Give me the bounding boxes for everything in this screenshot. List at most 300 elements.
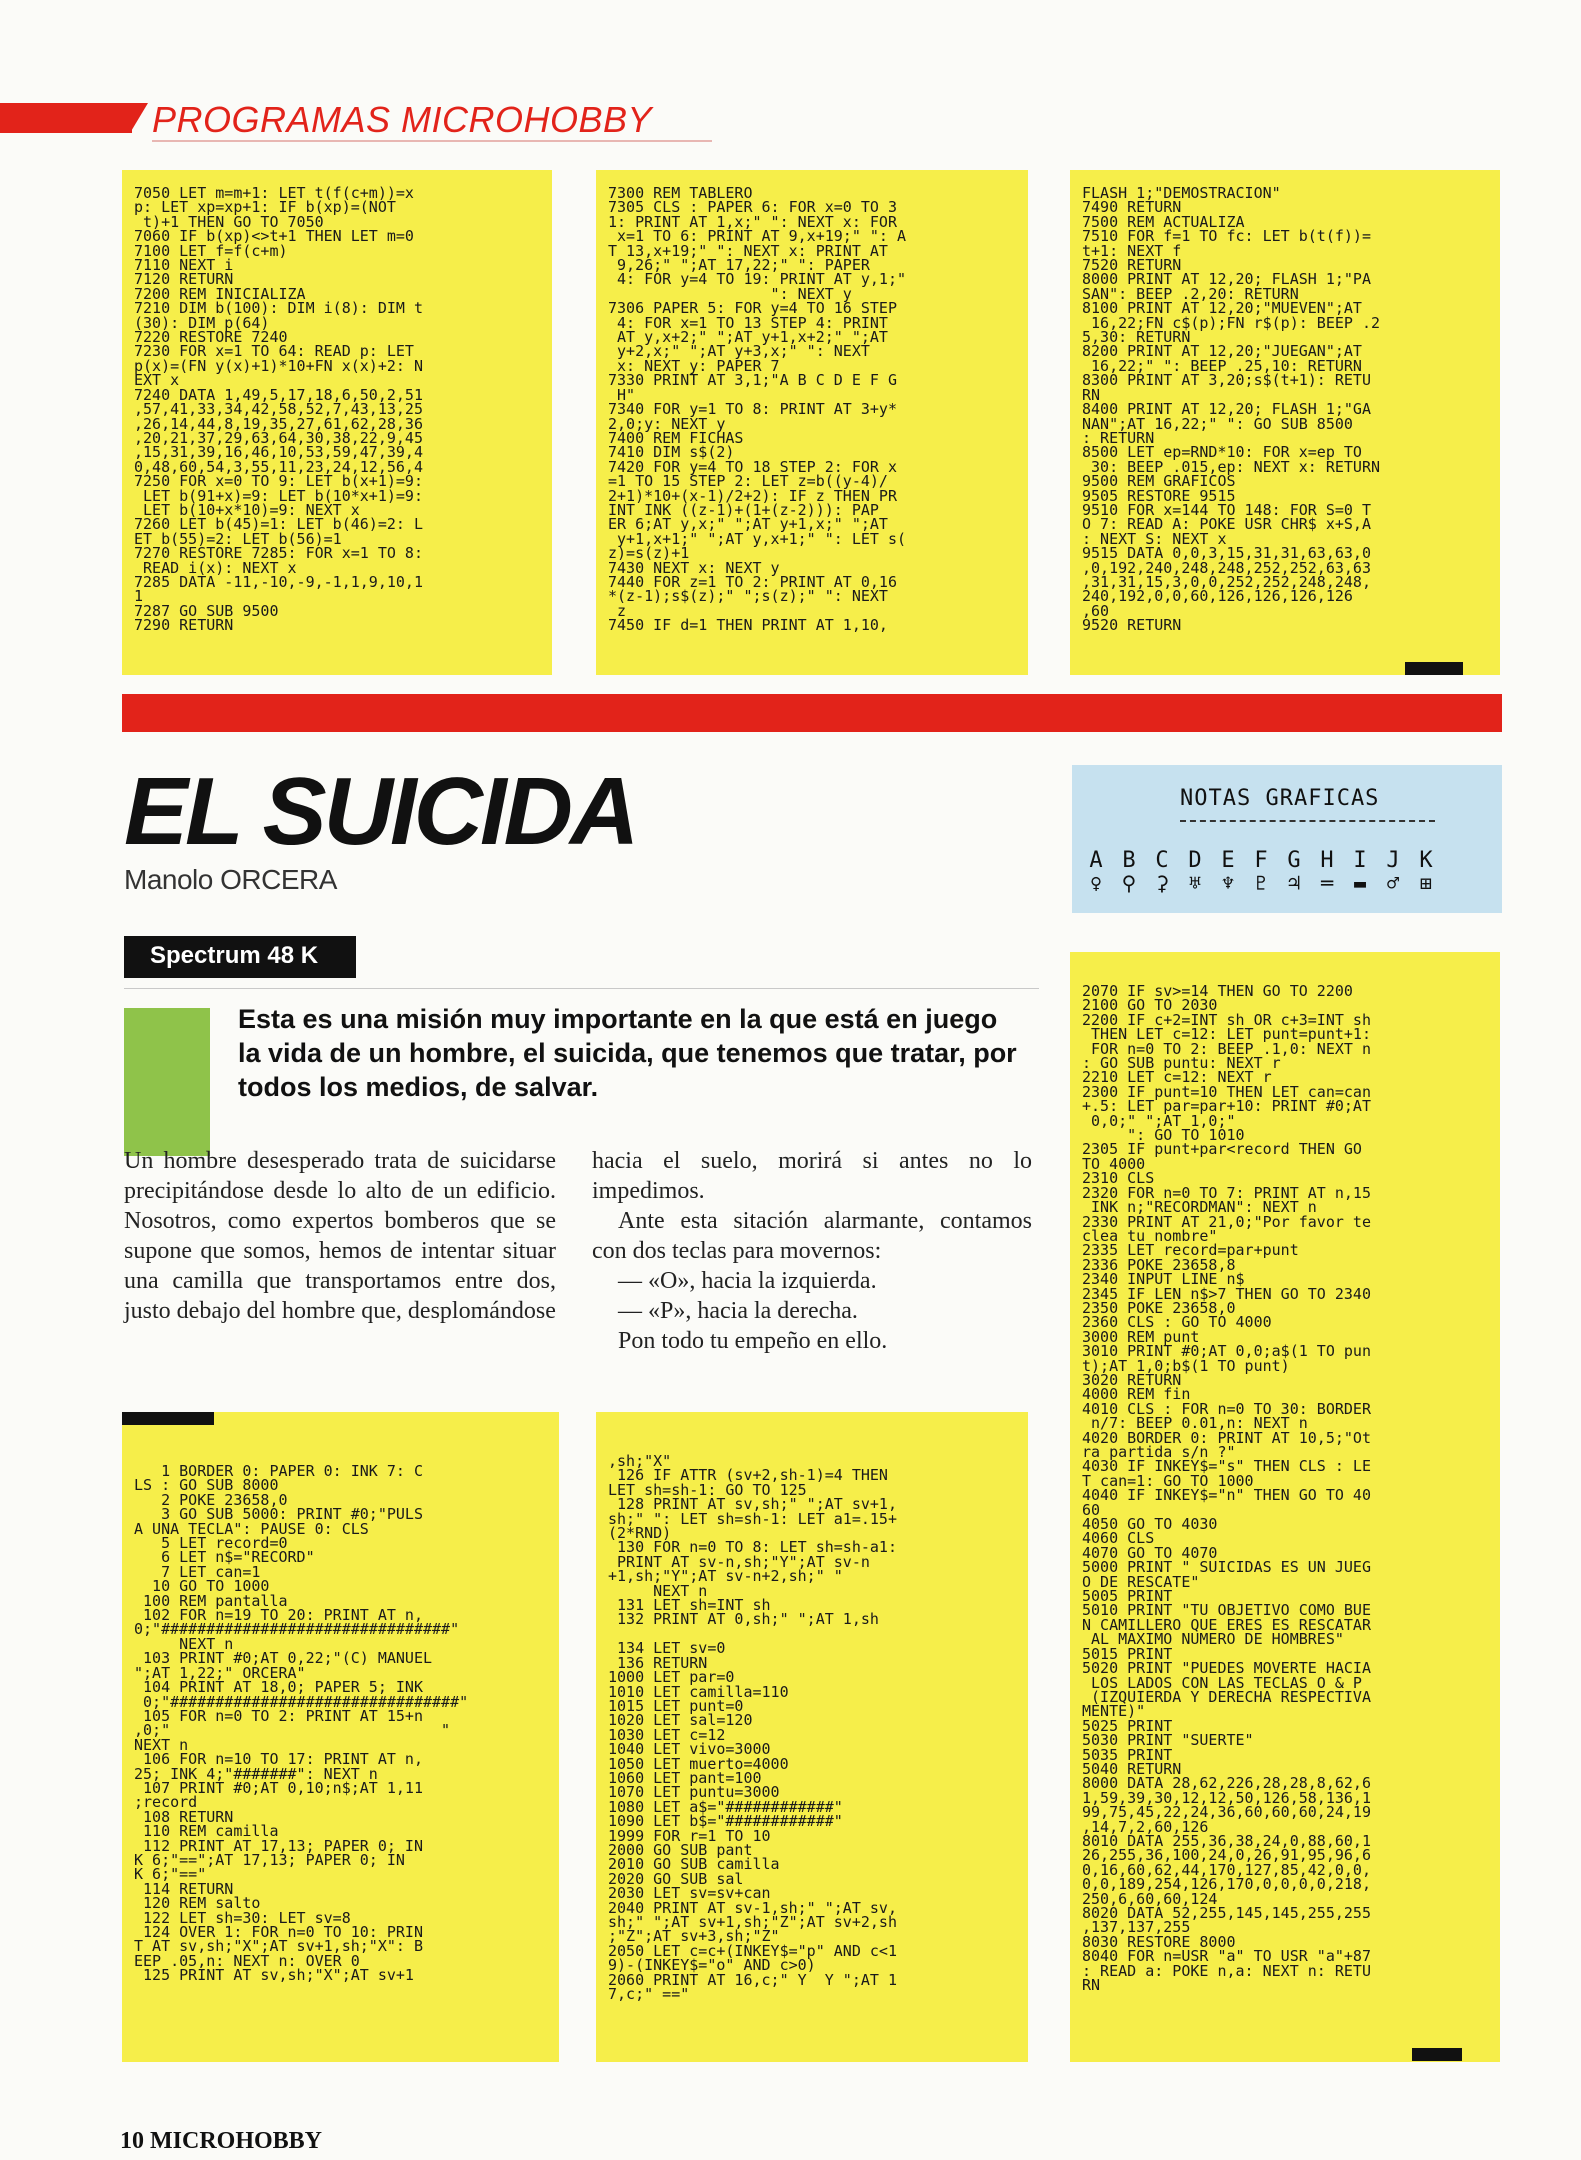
code-line: 1040 LET vivo=3000 bbox=[608, 1740, 771, 1759]
listing-bottom-right bbox=[1070, 952, 1500, 2062]
code-line: 1070 LET puntu=3000 bbox=[608, 1783, 780, 1802]
code-line: 4: FOR x=1 TO 13 STEP 4: PRINT bbox=[608, 313, 888, 332]
code-line: 3 GO SUB 5000: PRINT #0;"PULS bbox=[134, 1505, 423, 1524]
code-line: 0;"################################" bbox=[134, 1620, 460, 1639]
code-line: 2335 LET record=par+punt bbox=[1082, 1241, 1299, 1260]
code-line: 102 FOR n=19 TO 20: PRINT AT n, bbox=[134, 1606, 423, 1625]
code-line: 126 IF ATTR (sv+2,sh-1)=4 THEN bbox=[608, 1466, 888, 1485]
code-line: 7060 IF b(xp)<>t+1 THEN LET m=0 bbox=[134, 227, 414, 246]
glyph-letter: E bbox=[1221, 848, 1235, 873]
code-line: 5040 RETURN bbox=[1082, 1759, 1182, 1778]
code-line: 25; INK 4;"#######": NEXT n bbox=[134, 1764, 378, 1783]
article-title: EL SUICIDA bbox=[124, 758, 637, 865]
code-line: 7 LET can=1 bbox=[134, 1562, 261, 1581]
code-line: 7110 NEXT i bbox=[134, 256, 234, 275]
code-line: 8500 LET ep=RND*10: FOR x=ep TO bbox=[1082, 443, 1362, 462]
code-line: 4020 BORDER 0: PRINT AT 10,5;"Ot bbox=[1082, 1428, 1371, 1447]
listing-top-left bbox=[122, 170, 552, 675]
code-line: NEXT n bbox=[134, 1634, 234, 1653]
glyph-e bbox=[1214, 850, 1242, 894]
code-line: ,15,31,39,16,46,10,53,59,47,39,4 bbox=[134, 443, 423, 462]
code-line: ": NEXT y bbox=[608, 284, 852, 303]
code-line: 7200 REM INICIALIZA bbox=[134, 284, 306, 303]
code-line: 1999 FOR r=1 TO 10 bbox=[608, 1826, 771, 1845]
code-line: 7290 RETURN bbox=[134, 616, 234, 635]
code-line: 2070 IF sv>=14 THEN GO TO 2200 bbox=[1082, 982, 1353, 1000]
code-line: z bbox=[608, 601, 627, 620]
code-line: NEXT n bbox=[608, 1581, 708, 1600]
listing-bottom-middle bbox=[596, 1412, 1028, 2062]
code-line: 0,0;" ";AT 1,0;" bbox=[1082, 1111, 1236, 1130]
code-line: O 7: READ A: POKE USR CHR$ x+S,A bbox=[1082, 515, 1371, 534]
code-line: 128 PRINT AT sv,sh;" ";AT sv+1, bbox=[608, 1495, 897, 1514]
code-line: 131 LET sh=INT sh bbox=[608, 1596, 771, 1615]
code-line: z)=s(z)+1 bbox=[608, 544, 690, 563]
page-number: 10 bbox=[120, 2128, 144, 2154]
code-line: 7510 FOR f=1 TO fc: LET b(t(f))= bbox=[1082, 227, 1371, 246]
code-line: 7210 DIM b(100): DIM i(8): DIM t bbox=[134, 299, 423, 318]
code-line: READ i(x): NEXT x bbox=[134, 558, 297, 577]
code-line: 1 bbox=[134, 587, 144, 606]
glyph-letter: A bbox=[1089, 848, 1103, 873]
glyph-b bbox=[1115, 850, 1143, 894]
code-line: y+1,x+1;" ";AT y,x+1;" ": LET s( bbox=[608, 529, 907, 548]
code-line: 7420 FOR y=4 TO 18 STEP 2: FOR x bbox=[608, 457, 897, 476]
code-line: 122 LET sh=30: LET sv=8 bbox=[134, 1908, 351, 1927]
code-line: 136 RETURN bbox=[608, 1653, 708, 1672]
code-line: 8200 PRINT AT 12,20;"JUEGAN";AT bbox=[1082, 342, 1362, 361]
code-line: 4050 GO TO 4030 bbox=[1082, 1515, 1218, 1534]
code-line: 1020 LET sal=120 bbox=[608, 1711, 753, 1730]
code-line: 104 PRINT AT 18,0; PAPER 5; INK bbox=[134, 1678, 423, 1697]
code-line: 100 REM pantalla bbox=[134, 1591, 288, 1610]
code-line: 8010 DATA 255,36,38,24,0,88,60,1 bbox=[1082, 1831, 1371, 1850]
code-line: 2060 PRINT AT 16,c;" Y Y ";AT 1 bbox=[608, 1970, 897, 1989]
code-line: 124 OVER 1: FOR n=0 TO 10: PRIN bbox=[134, 1923, 423, 1941]
code-line: 130 FOR n=0 TO 8: LET sh=sh-a1: bbox=[608, 1538, 897, 1557]
code-line: 1050 LET muerto=4000 bbox=[608, 1754, 789, 1773]
code-line: 60 bbox=[1082, 1500, 1101, 1519]
code-line: 7430 NEXT x: NEXT y bbox=[608, 558, 780, 577]
code-line: RN bbox=[1082, 385, 1101, 404]
code-line: INK n;"RECORDMAN": NEXT n bbox=[1082, 1198, 1317, 1217]
code-line: 134 LET sv=0 bbox=[608, 1639, 726, 1658]
code-line: 6 LET n$="RECORD" bbox=[134, 1548, 315, 1567]
glyph-a bbox=[1082, 850, 1110, 894]
code-line: 5005 PRINT bbox=[1082, 1587, 1173, 1606]
code-line: 2040 PRINT AT sv-1,sh;" ";AT sv, bbox=[608, 1898, 897, 1917]
code-line: 2310 CLS bbox=[1082, 1169, 1155, 1188]
code-line: O DE RESCATE" bbox=[1082, 1572, 1200, 1591]
glyph-letter: G bbox=[1287, 848, 1301, 873]
code-line: 8300 PRINT AT 3,20;s$(t+1): RETU bbox=[1082, 371, 1371, 390]
code-line: t+1: NEXT f bbox=[1082, 241, 1182, 260]
code-line: 9500 REM GRAFICOS bbox=[1082, 472, 1236, 491]
listing-end-marker bbox=[1405, 662, 1463, 675]
code-line: 99,75,45,22,24,36,60,60,60,24,19 bbox=[1082, 1803, 1371, 1822]
badge-rule bbox=[124, 988, 1039, 989]
glyph-letter: H bbox=[1320, 848, 1334, 873]
code-line: x=1 TO 6: PRINT AT 9,x+19;" ": A bbox=[608, 227, 907, 246]
code-line: EEP .05,n: NEXT n: OVER 0 bbox=[134, 1951, 360, 1970]
code-line: SAN": BEEP .2,20: RETURN bbox=[1082, 284, 1299, 303]
code-line: 7260 LET b(45)=1: LET b(46)=2: L bbox=[134, 515, 423, 534]
code-line: 7100 LET f=f(c+m) bbox=[134, 241, 288, 260]
code-line: TO 4000 bbox=[1082, 1154, 1146, 1173]
code-line: t);AT 1,0;b$(1 TO punt) bbox=[1082, 1356, 1290, 1375]
code-line: ,20,21,37,29,63,64,30,38,22,9,45 bbox=[134, 428, 423, 447]
code-line: 5010 PRINT "TU OBJETIVO COMO BUE bbox=[1082, 1601, 1371, 1620]
code-line: +.5: LET par=par+10: PRINT #0;AT bbox=[1082, 1097, 1371, 1116]
code-line: EXT x bbox=[134, 371, 180, 390]
code-line: 132 PRINT AT 0,sh;" ";AT 1,sh bbox=[608, 1610, 879, 1629]
code-line: 8000 PRINT AT 12,20; FLASH 1;"PA bbox=[1082, 270, 1371, 289]
code-line: 7450 IF d=1 THEN PRINT AT 1,10, bbox=[608, 616, 888, 635]
code-line: 7440 FOR z=1 TO 2: PRINT AT 0,16 bbox=[608, 572, 897, 591]
code-line: 108 RETURN bbox=[134, 1807, 234, 1826]
code-line: ,57,41,33,34,42,58,52,7,43,13,25 bbox=[134, 400, 423, 419]
code-line: 8040 FOR n=USR "a" TO USR "a"+87 bbox=[1082, 1947, 1371, 1966]
building-block-icon: ⊞ bbox=[1419, 871, 1433, 895]
glyph-letter: J bbox=[1386, 848, 1400, 873]
listing-top-right bbox=[1070, 170, 1500, 675]
code-line: 4070 GO TO 4070 bbox=[1082, 1543, 1218, 1562]
code-line: 1090 LET b$="############" bbox=[608, 1812, 843, 1831]
code-line: ,31,31,15,3,0,0,252,252,248,248, bbox=[1082, 572, 1371, 591]
code-line: 16,22;FN c$(p);FN r$(p): BEEP .2 bbox=[1082, 313, 1381, 332]
code-line: 2200 IF c+2=INT sh OR c+3=INT sh bbox=[1082, 1010, 1371, 1029]
code-line: p: LET xp=xp+1: IF b(xp)=(NOT bbox=[134, 198, 396, 217]
code-line: 4060 CLS bbox=[1082, 1529, 1155, 1548]
code-line: : RETURN bbox=[1082, 428, 1155, 447]
code-line: 5025 PRINT bbox=[1082, 1716, 1173, 1735]
code-line: 2030 LET sv=sv+can bbox=[608, 1884, 771, 1903]
code-line: 4000 REM fin bbox=[1082, 1385, 1191, 1404]
bomber-left-icon: ♅ bbox=[1188, 871, 1202, 895]
body-paragraph: hacia el suelo, morirá si antes no lo impedimos. bbox=[592, 1148, 1032, 1204]
bomber-walk-1-icon: ♇ bbox=[1254, 871, 1268, 895]
code-line: LET b(10+x*10)=9: NEXT x bbox=[134, 500, 360, 519]
code-line: 2350 POKE 23658,0 bbox=[1082, 1298, 1236, 1317]
glyph-c bbox=[1148, 850, 1176, 894]
man-fall-1-icon: ⚲ bbox=[1121, 871, 1137, 895]
listing-start-marker bbox=[122, 1412, 214, 1425]
graphic-notes-rule bbox=[1180, 820, 1435, 822]
code-line: 2360 CLS : GO TO 4000 bbox=[1082, 1313, 1272, 1332]
code-line: 7050 LET m=m+1: LET t(f(c+m))=x bbox=[134, 184, 414, 202]
page-footer bbox=[120, 2128, 322, 2155]
code-line: sh;" ";AT sv+1,sh;"Z";AT sv+2,sh bbox=[608, 1913, 897, 1931]
code-line: 110 REM camilla bbox=[134, 1822, 279, 1841]
code-line: 103 PRINT #0;AT 0,22;"(C) MANUEL bbox=[134, 1649, 433, 1668]
code-line: 2345 IF LEN n$>7 THEN GO TO 2340 bbox=[1082, 1284, 1371, 1303]
code-line: sh;" ": LET sh=sh-1: LET a1=.15+ bbox=[608, 1509, 897, 1528]
man-body-icon: ♂ bbox=[1386, 871, 1400, 895]
graphic-notes-title: NOTAS GRAFICAS bbox=[1180, 786, 1380, 811]
glyph-j bbox=[1379, 850, 1407, 894]
code-line: ": GO TO 1010 bbox=[1082, 1126, 1245, 1145]
code-line: (30): DIM p(64) bbox=[134, 313, 270, 332]
code-line: ra partida s/n ?" bbox=[1082, 1443, 1236, 1461]
glyph-letter: I bbox=[1353, 848, 1367, 873]
code-line: 120 REM salto bbox=[134, 1894, 261, 1913]
body-paragraph: Pon todo tu empeño en ello. bbox=[618, 1328, 888, 1354]
code-line: 2010 GO SUB camilla bbox=[608, 1855, 780, 1874]
code-line: 7490 RETURN bbox=[1082, 198, 1182, 217]
section-title: PROGRAMAS MICROHOBBY bbox=[152, 99, 653, 140]
code-line: 5000 PRINT " SUICIDAS ES UN JUEG bbox=[1082, 1558, 1371, 1577]
code-line: x: NEXT y: PAPER 7 bbox=[608, 356, 780, 375]
code-line: ;record bbox=[134, 1793, 198, 1812]
code-line: 7250 FOR x=0 TO 9: LET b(x+1)=9: bbox=[134, 472, 423, 491]
listing-top-middle bbox=[596, 170, 1028, 675]
code-line: AT y,x+2;" ";AT y+1,x+2;" ";AT bbox=[608, 328, 888, 347]
code-line: 107 PRINT #0;AT 0,10;n$;AT 1,11 bbox=[134, 1778, 423, 1797]
code-line: t)+1 THEN GO TO 7050 bbox=[134, 212, 324, 231]
code-line: 8100 PRINT AT 12,20;"MUEVEN";AT bbox=[1082, 299, 1362, 318]
code-line: 16,22;" ": BEEP .25,10: RETURN bbox=[1082, 356, 1362, 375]
code-line: LET sh=sh-1: GO TO 125 bbox=[608, 1480, 807, 1499]
code-line: 0,0,189,254,126,170,0,0,0,0,218, bbox=[1082, 1875, 1371, 1894]
code-line: NAN";AT 16,22;" ": GO SUB 8500 bbox=[1082, 414, 1353, 433]
code-line: 9,26;" ";AT 17,22;" ": PAPER bbox=[608, 256, 870, 275]
code-line: 7330 PRINT AT 3,1;"A B C D E F G bbox=[608, 371, 897, 390]
code-line: 8030 RESTORE 8000 bbox=[1082, 1932, 1236, 1951]
man-sprite-icon: ♀ bbox=[1089, 871, 1103, 895]
code-line: 2336 POKE 23658,8 bbox=[1082, 1255, 1236, 1274]
code-line: 9510 FOR x=144 TO 148: FOR S=0 T bbox=[1082, 500, 1371, 519]
code-line: =1 TO 15 STEP 2: LET z=b((y-4)/ bbox=[608, 472, 888, 491]
intro-accent-block bbox=[124, 1008, 210, 1156]
article-author: Manolo ORCERA bbox=[124, 864, 337, 895]
listing-end-marker bbox=[1412, 2048, 1462, 2061]
code-line: 10 GO TO 1000 bbox=[134, 1577, 270, 1596]
code-line: ,60 bbox=[1082, 601, 1110, 620]
listing-bottom-left bbox=[122, 1412, 559, 2062]
glyph-f bbox=[1247, 850, 1275, 894]
key-item-p: — «P», hacia la derecha. bbox=[618, 1298, 858, 1324]
code-line: y+2,x;" ";AT y+3,x;" ": NEXT bbox=[608, 342, 870, 361]
code-line: ;"Z";AT sv+3,sh;"Z" bbox=[608, 1927, 780, 1946]
code-line: 1030 LET c=12 bbox=[608, 1725, 726, 1744]
code-line: 125 PRINT AT sv,sh;"X";AT sv+1 bbox=[134, 1966, 414, 1985]
code-line: PRINT AT sv-n,sh;"Y";AT sv-n bbox=[608, 1552, 870, 1571]
code-line: 1060 LET pant=100 bbox=[608, 1768, 762, 1787]
code-line: 112 PRINT AT 17,13; PAPER 0; IN bbox=[134, 1836, 423, 1855]
magazine-name: MICROHOBBY bbox=[150, 2128, 323, 2154]
code-line: 7285 DATA -11,-10,-9,-1,1,9,10,1 bbox=[134, 572, 423, 591]
code-line: 7300 REM TABLERO bbox=[608, 184, 753, 202]
code-line: 240,192,0,0,60,126,126,126,126 bbox=[1082, 587, 1353, 606]
glyph-d bbox=[1181, 850, 1209, 894]
code-line: 2,0;y: NEXT y bbox=[608, 414, 726, 433]
code-line: 7410 DIM s$(2) bbox=[608, 443, 735, 462]
header-red-bar bbox=[0, 103, 132, 133]
body-column-1: Un hombre desesperado trata de suicidarse precipitándose desde lo alto de un edificio. Nosotros, como expertos bomberos que se supone que somos, hemos de intentar situar una camilla que transportamos entre dos, justo debajo del hombre que, desplomándose bbox=[124, 1148, 556, 1324]
bomber-walk-2-icon: ♃ bbox=[1287, 871, 1301, 895]
code-line: 0,48,60,54,3,55,11,23,24,12,56,4 bbox=[134, 457, 423, 476]
code-line: clea tu nombre" bbox=[1082, 1226, 1218, 1245]
glyph-letter: D bbox=[1188, 848, 1202, 873]
code-line: RN bbox=[1082, 1976, 1101, 1995]
code-line: 7306 PAPER 5: FOR y=4 TO 16 STEP bbox=[608, 299, 897, 318]
glyph-h bbox=[1313, 850, 1341, 894]
code-line: 114 RETURN bbox=[134, 1879, 234, 1898]
code-line: 1 BORDER 0: PAPER 0: INK 7: C bbox=[134, 1462, 423, 1480]
code-line: ET b(55)=2: LET b(56)=1 bbox=[134, 529, 342, 548]
code-line: 7400 REM FICHAS bbox=[608, 428, 744, 447]
code-line: 2100 GO TO 2030 bbox=[1082, 996, 1218, 1015]
code-line: 26,255,36,100,24,0,26,91,95,96,6 bbox=[1082, 1846, 1371, 1865]
code-line: 2020 GO SUB sal bbox=[608, 1869, 744, 1888]
body-paragraph: Ante esta sitación alarmante, contamos con dos teclas para movernos: bbox=[592, 1208, 1032, 1264]
code-line: : GO SUB puntu: NEXT r bbox=[1082, 1054, 1281, 1073]
code-line: N CAMILLERO QUE ERES ES RESCATAR bbox=[1082, 1615, 1371, 1634]
code-line: 5020 PRINT "PUEDES MOVERTE HACIA bbox=[1082, 1659, 1371, 1678]
code-line: ";AT 1,22;" ORCERA" bbox=[134, 1663, 306, 1682]
code-line: H" bbox=[608, 385, 636, 404]
code-line: 5015 PRINT bbox=[1082, 1644, 1173, 1663]
code-line: 106 FOR n=10 TO 17: PRINT AT n, bbox=[134, 1750, 423, 1769]
article-intro: Esta es una misión muy importante en la que está en juego la vida de un hombre, el suicida, que tenemos que tratar, por todos los medios, de salvar. bbox=[238, 1004, 1017, 1102]
glyph-i bbox=[1346, 850, 1374, 894]
code-line: 30: BEEP .015,ep: NEXT x: RETURN bbox=[1082, 457, 1381, 476]
code-line: A UNA TECLA": PAUSE 0: CLS bbox=[134, 1519, 369, 1538]
code-line: 7240 DATA 1,49,5,17,18,6,50,2,51 bbox=[134, 385, 423, 404]
glyph-letter: B bbox=[1122, 848, 1136, 873]
header-red-wedge bbox=[130, 103, 148, 133]
body-column-2 bbox=[592, 1146, 1032, 1356]
code-line: 4030 IF INKEY$="s" THEN CLS : LE bbox=[1082, 1457, 1371, 1476]
code-line: FLASH 1;"DEMOSTRACION" bbox=[1082, 184, 1281, 202]
glyph-letter: K bbox=[1419, 848, 1433, 873]
code-line: 2300 IF punt=10 THEN LET can=can bbox=[1082, 1082, 1371, 1101]
code-line: MENTE)" bbox=[1082, 1702, 1146, 1721]
code-line: ,137,137,255 bbox=[1082, 1918, 1191, 1937]
code-line: 8000 DATA 28,62,226,28,28,8,62,6 bbox=[1082, 1774, 1371, 1793]
code-line: THEN LET c=12: LET punt=punt+1: bbox=[1082, 1025, 1371, 1044]
man-fall-2-icon: ⚳ bbox=[1154, 871, 1170, 895]
code-line: AL MAXIMO NUMERO DE HOMBRES" bbox=[1082, 1630, 1344, 1649]
code-line: 7,c;" ==" bbox=[608, 1985, 690, 2004]
code-line: 7287 GO SUB 9500 bbox=[134, 601, 279, 620]
code-line: 7305 CLS : PAPER 6: FOR x=0 TO 3 bbox=[608, 198, 897, 217]
code-line: 3010 PRINT #0;AT 0,0;a$(1 TO pun bbox=[1082, 1342, 1371, 1361]
code-line: LS : GO SUB 8000 bbox=[134, 1476, 279, 1495]
code-line: 9520 RETURN bbox=[1082, 616, 1182, 635]
code-line: 105 FOR n=0 TO 2: PRINT AT 15+n bbox=[134, 1706, 423, 1725]
code-line: (IZQUIERDA Y DERECHA RESPECTIVA bbox=[1082, 1687, 1371, 1706]
code-line: (2*RND) bbox=[608, 1524, 672, 1543]
header-underline bbox=[152, 140, 712, 142]
code-line: 9)-(INKEY$="o" AND c>0) bbox=[608, 1956, 816, 1975]
code-line: 7270 RESTORE 7285: FOR x=1 TO 8: bbox=[134, 544, 423, 563]
code-line: 2050 LET c=c+(INKEY$="p" AND c<1 bbox=[608, 1941, 897, 1960]
code-line: INT INK ((z-1)+(1+(z-2))): PAP bbox=[608, 500, 879, 519]
code-line: 8020 DATA 52,255,145,145,255,255 bbox=[1082, 1904, 1371, 1922]
code-line: ,sh;"X" bbox=[608, 1452, 672, 1470]
code-line: 0,16,60,62,44,170,127,85,42,0,0, bbox=[1082, 1860, 1371, 1879]
code-line: 1: PRINT AT 1,x;" ": NEXT x: FOR bbox=[608, 212, 897, 231]
code-line: 4: FOR y=4 TO 19: PRINT AT y,1;" bbox=[608, 270, 907, 289]
code-line: ,0;" " bbox=[134, 1721, 451, 1740]
code-line: 3000 REM punt bbox=[1082, 1327, 1200, 1346]
code-line: 2340 INPUT LINE n$ bbox=[1082, 1270, 1245, 1289]
section-divider-band bbox=[122, 694, 1502, 732]
glyph-g bbox=[1280, 850, 1308, 894]
code-line: 2 POKE 23658,0 bbox=[134, 1490, 288, 1509]
code-line: ,0,192,240,248,248,252,252,63,63 bbox=[1082, 558, 1371, 577]
code-line: 1,59,39,30,12,12,50,126,58,136,1 bbox=[1082, 1788, 1371, 1807]
bomber-right-icon: ♆ bbox=[1221, 871, 1235, 895]
code-line: 250,6,60,60,124 bbox=[1082, 1889, 1218, 1908]
code-line: ER 6;AT y,x;" ";AT y+1,x;" ";AT bbox=[608, 515, 888, 534]
code-line: 5 LET record=0 bbox=[134, 1534, 288, 1553]
code-line: 2210 LET c=12: NEXT r bbox=[1082, 1068, 1272, 1087]
code-line: 7500 REM ACTUALIZA bbox=[1082, 212, 1245, 231]
code-line: 4010 CLS : FOR n=0 TO 30: BORDER bbox=[1082, 1399, 1371, 1418]
code-line: 7520 RETURN bbox=[1082, 256, 1182, 275]
code-line: K 6;"==" bbox=[134, 1865, 207, 1884]
code-line: 7120 RETURN bbox=[134, 270, 234, 289]
code-line: *(z-1);s$(z);" ";s(z);" ": NEXT bbox=[608, 587, 888, 606]
code-line: 5035 PRINT bbox=[1082, 1745, 1173, 1764]
code-line: K 6;"==";AT 17,13; PAPER 0; IN bbox=[134, 1850, 405, 1869]
code-line: 1000 LET par=0 bbox=[608, 1668, 735, 1687]
code-line: 3020 RETURN bbox=[1082, 1370, 1182, 1389]
code-line: 9515 DATA 0,0,3,15,31,31,63,63,0 bbox=[1082, 544, 1371, 563]
code-line: 1010 LET camilla=110 bbox=[608, 1682, 789, 1701]
code-line: 5030 PRINT "SUERTE" bbox=[1082, 1731, 1254, 1750]
code-line: 2305 IF punt+par<record THEN GO bbox=[1082, 1140, 1362, 1159]
code-line: : NEXT S: NEXT x bbox=[1082, 529, 1227, 548]
code-line: 1080 LET a$="############" bbox=[608, 1797, 843, 1816]
code-line: 1015 LET punt=0 bbox=[608, 1696, 744, 1715]
glyph-letter: C bbox=[1155, 848, 1169, 873]
glyph-k bbox=[1412, 850, 1440, 894]
code-line: ,26,14,44,8,19,35,27,61,62,28,36 bbox=[134, 414, 423, 433]
code-line: FOR n=0 TO 2: BEEP .1,0: NEXT n bbox=[1082, 1039, 1371, 1058]
code-line: 5,30: RETURN bbox=[1082, 328, 1191, 347]
code-line: 7340 FOR y=1 TO 8: PRINT AT 3+y* bbox=[608, 400, 897, 419]
code-line: NEXT n bbox=[134, 1735, 189, 1754]
code-line: 0;"################################" bbox=[134, 1692, 469, 1711]
code-line: LOS LADOS CON LAS TECLAS O & P bbox=[1082, 1673, 1362, 1692]
code-line: p(x)=(FN y(x)+1)*10+FN x(x)+2: N bbox=[134, 356, 423, 375]
stretcher-left-icon: ═ bbox=[1320, 871, 1334, 895]
code-line: LET b(91+x)=9: LET b(10*x+1)=9: bbox=[134, 486, 423, 505]
code-line: : READ a: POKE n,a: NEXT n: RETU bbox=[1082, 1961, 1371, 1980]
code-line: T AT sv,sh;"X";AT sv+1,sh;"X": B bbox=[134, 1937, 423, 1956]
glyph-letter: F bbox=[1254, 848, 1268, 873]
code-line: 7230 FOR x=1 TO 64: READ p: LET bbox=[134, 342, 414, 361]
code-line: n/7: BEEP 0.01,n: NEXT n bbox=[1082, 1414, 1308, 1433]
code-line: +1,sh;"Y";AT sv-n+2,sh;" " bbox=[608, 1567, 843, 1586]
code-line: 2320 FOR n=0 TO 7: PRINT AT n,15 bbox=[1082, 1183, 1371, 1202]
code-line: 9505 RESTORE 9515 bbox=[1082, 486, 1236, 505]
code-line: 8400 PRINT AT 12,20; FLASH 1;"GA bbox=[1082, 400, 1371, 419]
code-line: T can=1: GO TO 1000 bbox=[1082, 1471, 1254, 1490]
key-item-o: — «O», hacia la izquierda. bbox=[618, 1268, 877, 1294]
code-line: 4040 IF INKEY$="n" THEN GO TO 40 bbox=[1082, 1486, 1371, 1505]
code-line: 2330 PRINT AT 21,0;"Por favor te bbox=[1082, 1212, 1371, 1231]
code-line: 7220 RESTORE 7240 bbox=[134, 328, 288, 347]
code-line: T 13,x+19;" ": NEXT x: PRINT AT bbox=[608, 241, 888, 260]
code-line: ,14,7,2,60,126 bbox=[1082, 1817, 1209, 1836]
code-line: 2+1)*10+(x-1)/2+2): IF z THEN PR bbox=[608, 486, 897, 505]
code-line: 2000 GO SUB pant bbox=[608, 1840, 753, 1859]
stretcher-right-icon: ▬ bbox=[1353, 871, 1367, 895]
